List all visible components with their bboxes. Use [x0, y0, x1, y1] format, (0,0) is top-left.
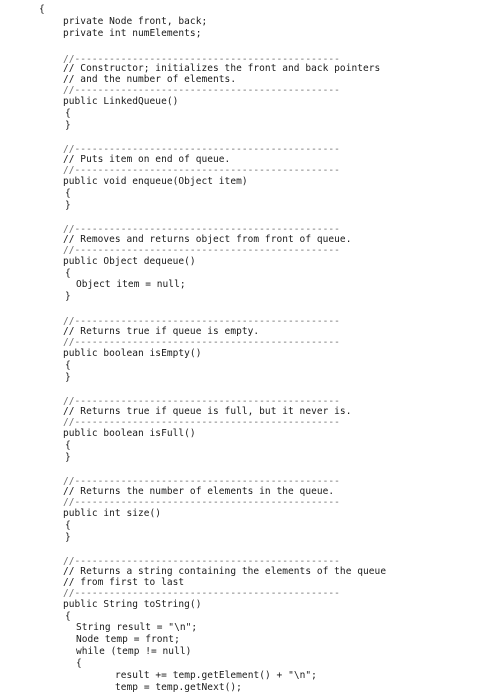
- comment-divider: //----------------------------------------------: [63, 337, 340, 348]
- comment-divider: //----------------------------------------------: [63, 417, 340, 428]
- open-brace: {: [65, 440, 71, 451]
- open-brace: {: [65, 360, 71, 371]
- open-brace: {: [65, 268, 71, 279]
- method-signature: public void enqueue(Object item): [63, 176, 248, 187]
- comment-divider: //----------------------------------------------: [63, 144, 340, 155]
- method-signature: public LinkedQueue(): [63, 96, 179, 107]
- code-statement: while (temp != null): [76, 646, 192, 657]
- comment-divider: //----------------------------------------------: [63, 556, 340, 567]
- close-brace: }: [65, 200, 71, 211]
- close-brace: }: [65, 452, 71, 463]
- comment-divider: //----------------------------------------------: [63, 224, 340, 235]
- method-signature: public String toString(): [63, 599, 202, 610]
- code-comment: // from first to last: [63, 577, 185, 588]
- code-statement: temp = temp.getNext();: [115, 682, 242, 693]
- comment-divider: //----------------------------------------------: [63, 396, 340, 407]
- code-comment: // Returns a string containing the elements of the queue: [63, 566, 387, 577]
- method-signature: public boolean isFull(): [63, 428, 196, 439]
- code-comment: // and the number of elements.: [63, 74, 237, 85]
- code-line: {: [39, 4, 45, 15]
- code-statement: Node temp = front;: [76, 634, 180, 645]
- code-line: private Node front, back;: [63, 16, 208, 27]
- close-brace: }: [65, 532, 71, 543]
- comment-divider: //----------------------------------------------: [63, 476, 340, 487]
- comment-divider: //----------------------------------------------: [63, 588, 340, 599]
- code-statement: String result = "\n";: [76, 622, 198, 633]
- comment-divider: //----------------------------------------------: [63, 497, 340, 508]
- close-brace: }: [65, 291, 71, 302]
- comment-divider: //----------------------------------------------: [63, 54, 340, 65]
- comment-divider: //----------------------------------------------: [63, 245, 340, 256]
- comment-divider: //----------------------------------------------: [63, 316, 340, 327]
- code-comment: // Returns the number of elements in the queue.: [63, 486, 335, 497]
- method-signature: public Object dequeue(): [63, 256, 196, 267]
- method-signature: public boolean isEmpty(): [63, 348, 202, 359]
- open-brace: {: [65, 188, 71, 199]
- code-comment: // Returns true if queue is empty.: [63, 326, 260, 337]
- code-statement: Object item = null;: [76, 279, 186, 290]
- code-comment: // Constructor; initializes the front and back pointers: [63, 63, 381, 74]
- code-comment: // Removes and returns object from front of queue.: [63, 234, 352, 245]
- comment-divider: //----------------------------------------------: [63, 165, 340, 176]
- open-brace: {: [65, 520, 71, 531]
- open-brace: {: [65, 611, 71, 622]
- open-brace: {: [65, 108, 71, 119]
- code-line: private int numElements;: [63, 28, 202, 39]
- code-comment: // Puts item on end of queue.: [63, 154, 231, 165]
- method-signature: public int size(): [63, 508, 162, 519]
- code-comment: // Returns true if queue is full, but it never is.: [63, 406, 352, 417]
- code-statement: result += temp.getElement() + "\n";: [115, 670, 317, 681]
- close-brace: }: [65, 372, 71, 383]
- close-brace: }: [65, 120, 71, 131]
- open-brace: {: [76, 658, 82, 669]
- comment-divider: //----------------------------------------------: [63, 85, 340, 96]
